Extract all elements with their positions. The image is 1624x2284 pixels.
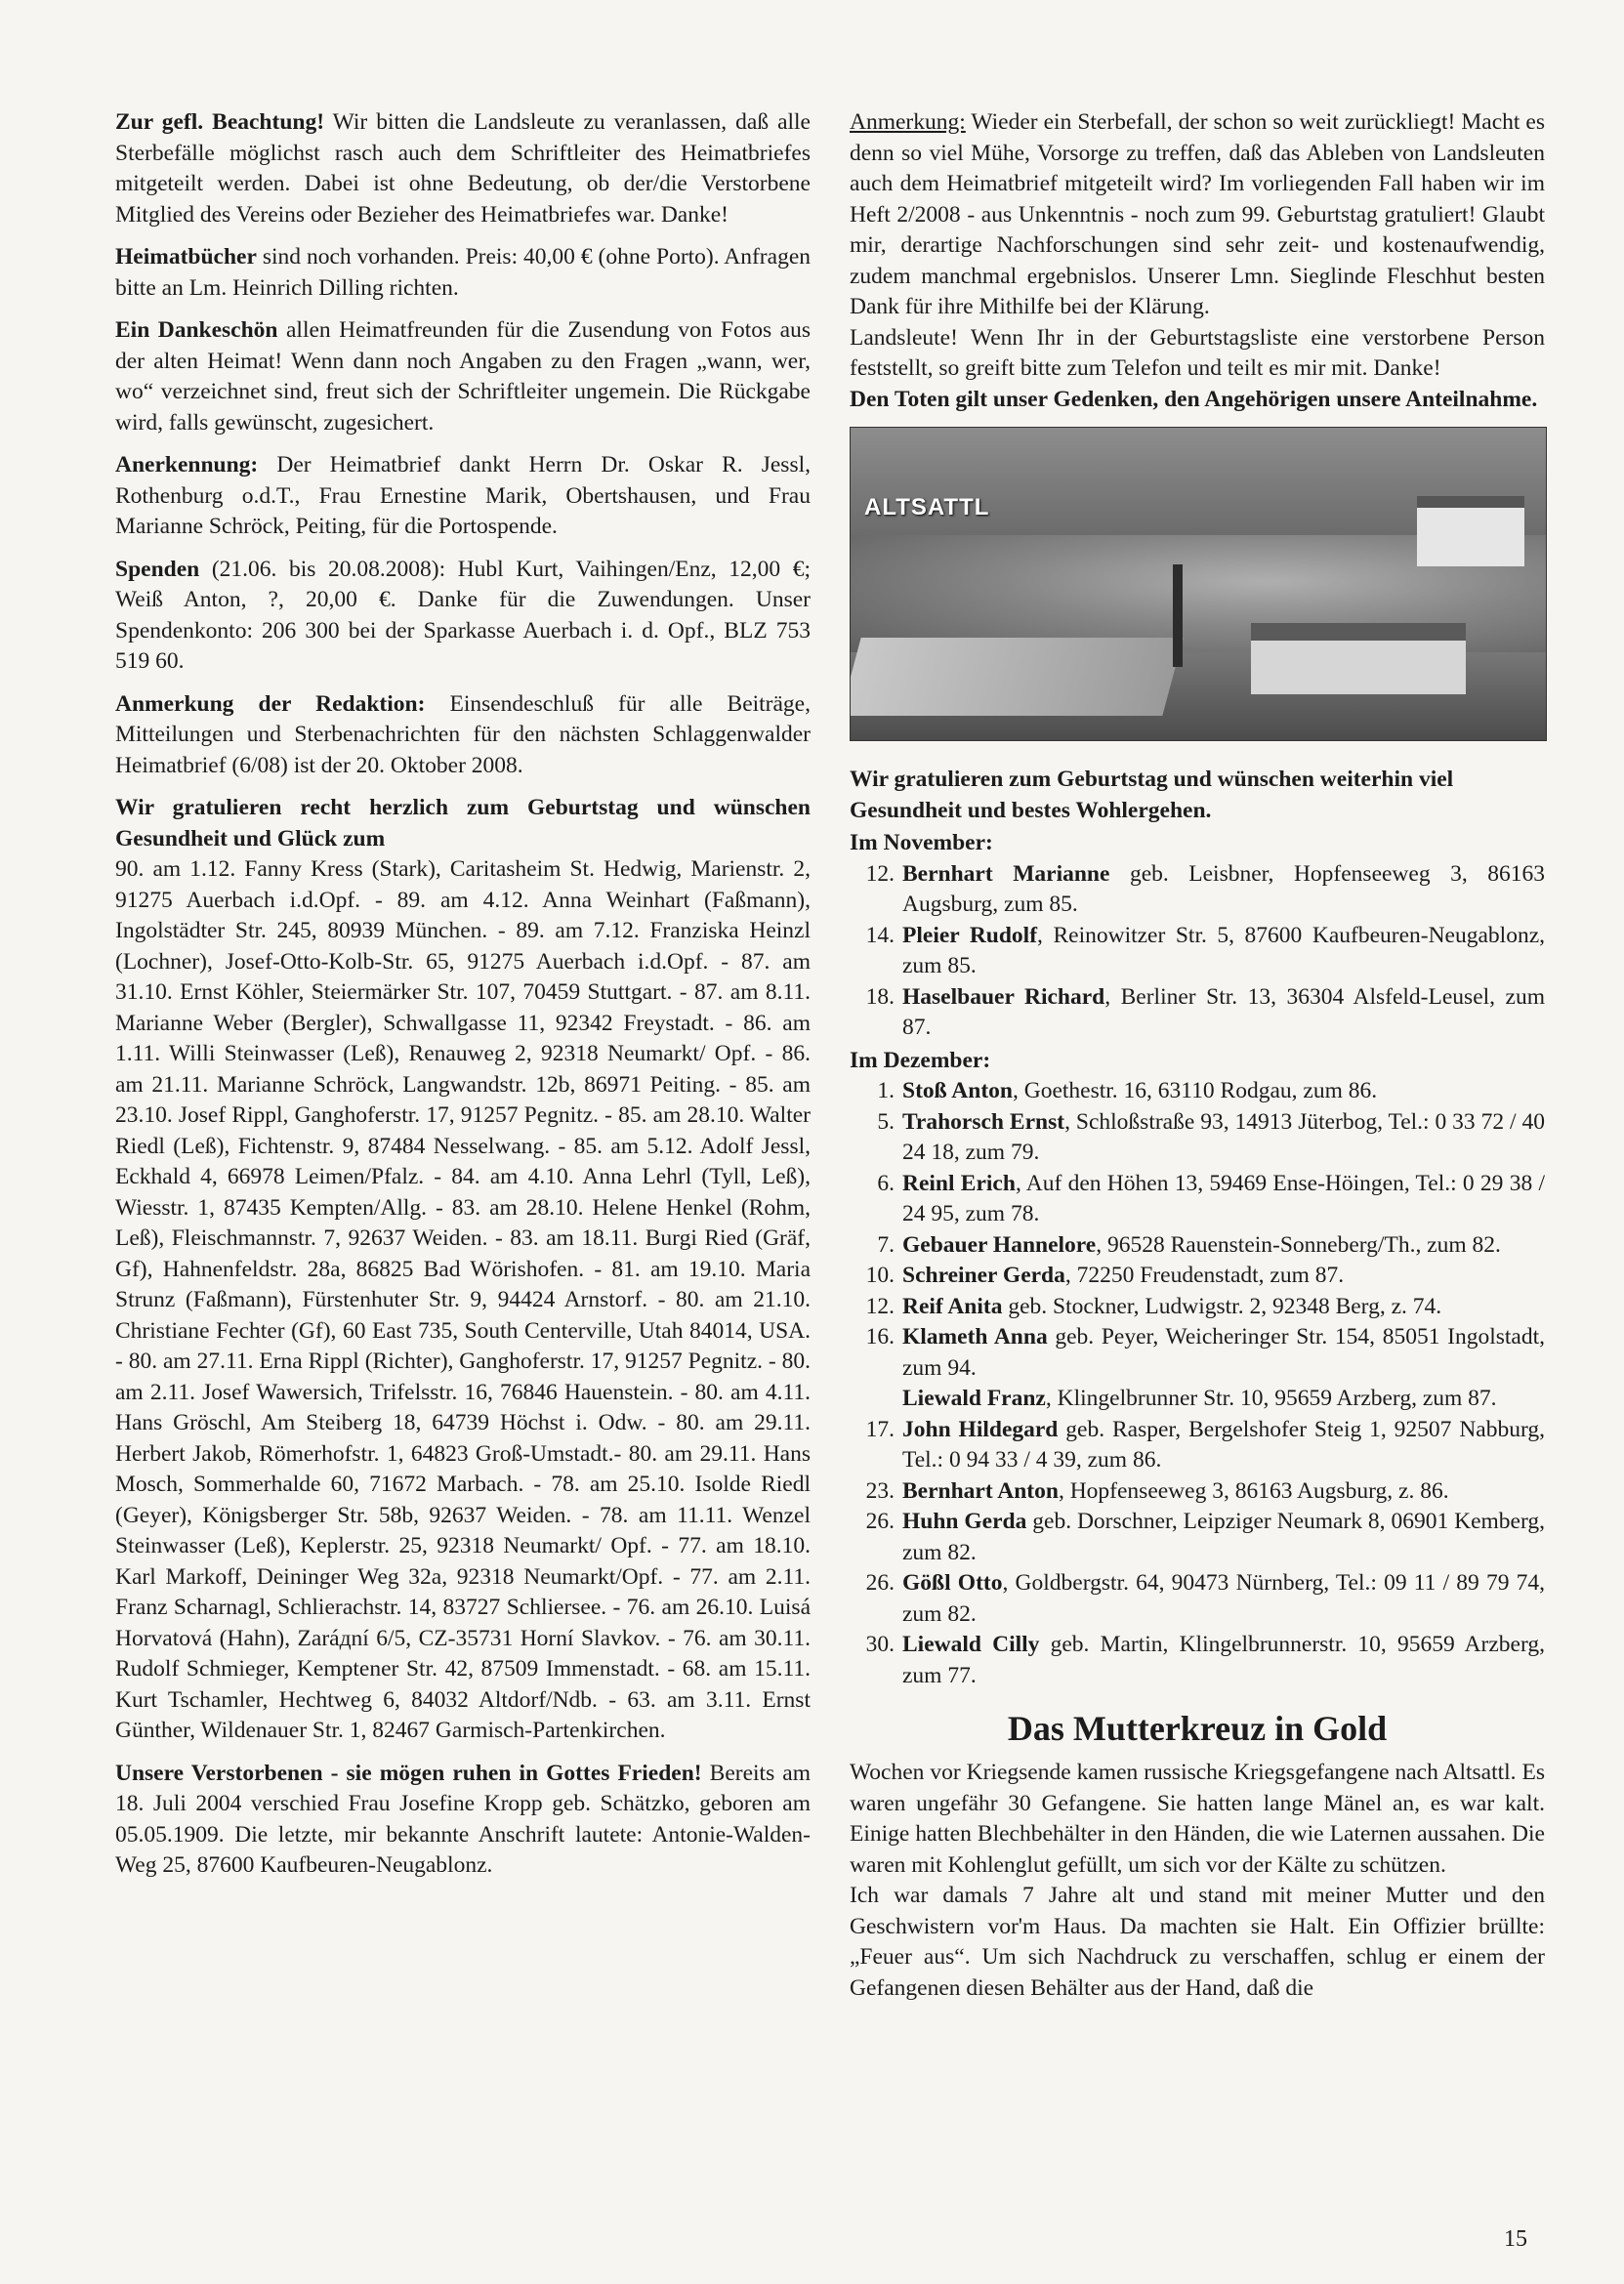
- page-number: 15: [1504, 2226, 1527, 2252]
- birthday-list: Wir gratulieren zum Geburtstag und wünschen weiterhin viel Gesundheit und bestes Wohlergehen. Im November: 12. Bernhart Marianne geb. Leisbner, Hopfenseeweg 3, 86163 Augsburg, zum 85. 14. Pleier Rudolf, Reinowitzer Str. 5, 87600 Kaufbeuren-Neugablonz, zum 85. 18. Haselbauer Richard, Berliner Str. 13, 36304 Alsfeld-Leusel, zum 87. Im Dezember: 1. Stoß Anton, Goethestr. 16, 63110 Rodgau, zum 86. 5. Trahorsch Ernst, Schloßstraße 93, 14913 Jüterbog, Tel.: 0 33 72 / 40 24 18, zum 79. 6. Reinl Erich, Auf den Höhen 13, 59469 Ense-Höingen, Tel.: 0 29 38 / 24 95, zum 78. 7. Gebauer Hannelore, 96528 Rauenstein-Sonneberg/Th., zum 82. 10. Schreiner Gerda, 72250 Freudenstadt, zum 87. 12. Reif Anita geb. Stockner, Ludwigstr. 2, 92348 Berg, z. 74. 16. Klameth Anna geb. Peyer, Weicheringer Str. 154, 85051 Ingolstadt, zum 94. Liewald Franz, Klingelbrunner Str. 10, 95659 Arzberg, zum 87. 17. John Hildegard geb. Rasper, Bergelshofer Steig 1, 92507 Nabburg, Tel.: 0 94 33 / 4 39, zum 86. 23. Bernhart Anton, Hopfenseeweg 3, 86163 Augsburg, z. 86. 26. Huhn Gerda geb. Dorschner, Leipziger Neumark 8, 06901 Kemberg, zum 82. 26. Gößl Otto, Goldbergstr. 64, 90473 Nürnberg, Tel.: 09 11 / 89 79 74, zum 82. 30. Liewald Cilly geb. Martin, Klingelbrunnerstr. 10, 95659 Arzberg, zum 77.: [850, 765, 1545, 1691]
- article-title: Das Mutterkreuz in Gold: [1007, 1709, 1388, 1748]
- birthday-entry: 23. Bernhart Anton, Hopfenseeweg 3, 86163 Augsburg, z. 86.: [865, 1477, 1449, 1504]
- december-list: [850, 1076, 1545, 1691]
- article-paragraph: Wochen vor Kriegsende kamen russische Kriegsgefangene nach Altsattl. Es waren ungefähr 30 Gefangene. Sie hatten lange Mänel an, es war kalt. Einige hatten Blechbehälter in den Händen, die wie Laternen aussahen. Die waren mit Kohlenglut gefüllt, um sich vor der Kälte zu schützen. Ich war damals 7 Jahre alt und stand mit meiner Mutter und den Geschwistern vor'm Haus. Da machten sie Halt. Ein Offizier brüllte: „Feuer aus“. Um sich Nachdruck zu verschaffen, schlug er einem der Gefangenen diesen Behälter aus der Hand, daß die: [850, 1760, 1545, 2001]
- birthday-entry: 17. John Hildegard geb. Rasper, Bergelshofer Steig 1, 92507 Nabburg, Tel.: 0 94 33 / 4 39, zum 86.: [865, 1416, 1545, 1473]
- birthday-entry: 14. Pleier Rudolf, Reinowitzer Str. 5, 87600 Kaufbeuren-Neugablonz, zum 85.: [865, 922, 1545, 978]
- notice-beachtung: Zur gefl. Beachtung! Wir bitten die Landsleute zu veranlassen, daß alle Sterbefälle möglichst rasch auch dem Schriftleiter des Heimatbriefes mitgeteilt werden. Dabei ist ohne Bedeutung, ob der/die Verstorbene Mitglied des Vereins oder Bezieher des Heimatbriefes war. Danke!: [115, 109, 811, 228]
- birthday-entry: 12. Reif Anita geb. Stockner, Ludwigstr. 2, 92348 Berg, z. 74.: [865, 1293, 1442, 1319]
- notice-spenden: Spenden (21.06. bis 20.08.2008): Hubl Kurt, Vaihingen/Enz, 12,00 €; Weiß Anton, ?, 20,00 €. Danke für die Zuwendungen. Unser Spendenkonto: 206 300 bei der Sparkasse Auerbach i. d. Opf., BLZ 753 519 60.: [115, 556, 811, 674]
- obituary-section: Unsere Verstorbenen - sie mögen ruhen in Gottes Frieden! Bereits am 18. Juli 2004 verschied Frau Josefine Kropp geb. Schätzko, geboren am 05.05.1909. Die letzte, mir bekannte Anschrift lautete: Antonie-Walden-Weg 25, 87600 Kaufbeuren-Neugablonz.: [115, 1760, 811, 1878]
- birthday-section: Wir gratulieren recht herzlich zum Geburtstag und wünschen Gesundheit und Glück zum 90. am 1.12. Fanny Kress (Stark), Caritasheim St. Hedwig, Marienstr. 2, 91275 Auerbach i.d.Opf. - 89. am 4.12. Anna Weinhart (Faßmann), Ingolstädter Str. 245, 80939 München. - 89. am 7.12. Franziska Heinzl (Lochner), Josef-Otto-Kolb-Str. 65, 91275 Auerbach i.d.Opf. - 87. am 31.10. Ernst Köhler, Steiermärker Str. 107, 70459 Stuttgart. - 87. am 8.11. Marianne Weber (Bergler), Schwallgasse 11, 92342 Freystadt. - 86. am 1.11. Willi Steinwasser (Leß), Renauweg 2, 92318 Neumarkt/ Opf. - 86. am 21.11. Marianne Schröck, Langwandstr. 12b, 86971 Peiting. - 85. am 23.10. Josef Rippl, Ganghoferstr. 17, 91257 Pegnitz. - 85. am 28.10. Walter Riedl (Leß), Fichtenstr. 9, 87484 Nesselwang. - 85. am 5.12. Adolf Jessl, Eckhald 4, 66978 Leimen/Pfalz. - 84. am 4.10. Anna Lehrl (Tyll, Leß), Wiesstr. 1, 87435 Kempten/Allg. - 83. am 28.10. Helene Henkel (Rohm, Leß), Fleischmannstr. 7, 92637 Weiden. - 83. am 18.11. Burgi Ried (Gräf, Gf), Hahnenfeldstr. 28a, 86825 Bad Wörishofen. - 81. am 19.10. Maria Strunz (Faßmann), Fürstenhuter Str. 9, 94424 Arnstorf. - 80. am 21.10. Christiane Fechter (Gf), 60 East 735, South Centerville, Utah 84014, USA. - 80. am 27.11. Erna Rippl (Richter), Ganghoferstr. 17, 91257 Pegnitz. - 80. am 2.11. Josef Wawersich, Trifelsstr. 16, 76846 Hauenstein. - 80. am 4.11. Hans Gröschl, Am Steiberg 18, 64739 Höchst i. Odw. - 80. am 29.11. Herbert Jakob, Römerhofstr. 1, 64823 Groß-Umstadt.- 80. am 29.11. Hans Mosch, Sommerhalde 60, 71672 Marbach. - 78. am 25.10. Isolde Riedl (Geyer), Königsberger Str. 58b, 92637 Weiden. - 78. am 11.11. Wenzel Steinwasser (Leß), Keplerstr. 25, 92318 Neumarkt/ Opf. - 77. am 18.10. Karl Markoff, Deininger Weg 32a, 92318 Neumarkt/Opf. - 77. am 2.11. Franz Scharnagl, Schlierachstr. 14, 83727 Schliersee. - 76. am 26.10. Luisá Horvatová (Hahn), Zaráдní 6/5, CZ-35731 Horní Slavkov. - 76. am 30.11. Rudolf Schmieger, Kemptener Str. 42, 87509 Immenstadt. - 68. am 15.11. Kurt Tschamler, Hechtweg 6, 84032 Altdorf/Ndb. - 63. am 3.11. Ernst Günther, Wildenauer Str. 1, 82467 Garmisch-Partenkirchen.: [115, 795, 811, 1743]
- right-column: [850, 107, 1545, 2004]
- birthday-entry: 18. Haselbauer Richard, Berliner Str. 13, 36304 Alsfeld-Leusel, zum 87.: [865, 983, 1545, 1040]
- notice-dankeschoen: Ein Dankeschön allen Heimatfreunden für die Zusendung von Fotos aus der alten Heimat! Wenn dann noch Angaben zu den Fragen „wann, wer, wo“ verzeichnet sind, freut sich der Schriftleiter ungemein. Die Rückgabe wird, falls gewünscht, zugesichert.: [115, 317, 812, 436]
- birthday-entry: 26. Gößl Otto, Goldbergstr. 64, 90473 Nürnberg, Tel.: 09 11 / 89 79 74, zum 82.: [865, 1570, 1545, 1627]
- birthday-entry: 12. Bernhart Marianne geb. Leisbner, Hopfenseeweg 3, 86163 Augsburg, zum 85.: [865, 860, 1546, 917]
- remark-paragraph: Anmerkung: Wieder ein Sterbefall, der schon so weit zurückliegt! Macht es denn so viel Mühe, Vorsorge zu treffen, daß das Ableben von Landsleuten auch dem Heimatbrief mitgeteilt wird? Im vorliegenden Fall haben wir im Heft 2/2008 - aus Unkenntnis - noch zum 99. Geburtstag gratuliert! Glaubt mir, derartige Nachforschungen sind sehr zeit- und kostenaufwendig, zudem manchmal ergebnislos. Unserer Lmn. Sieglinde Fleschhut besten Dank für ihre Mithilfe bei der Klärung. Landsleute! Wenn Ihr in der Geburtstagsliste eine verstorbene Person feststellt, so greift bitte zum Telefon und teilt es mir mit. Danke! Den Toten gilt unser Gedenken, den Angehörigen unsere Anteilnahme.: [850, 109, 1545, 412]
- birthday-entry: 16. Klameth Anna geb. Peyer, Weicheringer Str. 154, 85051 Ingolstadt, zum 94.: [865, 1324, 1545, 1381]
- birthday-entry: 1. Stoß Anton, Goethestr. 16, 63110 Rodgau, zum 86.: [877, 1078, 1378, 1103]
- birthday-entry: 6. Reinl Erich, Auf den Höhen 13, 59469 Ense-Höingen, Tel.: 0 29 38 / 24 95, zum 78.: [877, 1170, 1545, 1226]
- birthday-entry: 7. Gebauer Hannelore, 96528 Rauenstein-Sonneberg/Th., zum 82.: [877, 1231, 1501, 1258]
- birthday-entry: 10. Schreiner Gerda, 72250 Freudenstadt, zum 87.: [865, 1263, 1345, 1288]
- left-column: [115, 107, 811, 1893]
- birthday-entry: 30. Liewald Cilly geb. Martin, Klingelbrunnerstr. 10, 95659 Arzberg, zum 77.: [865, 1632, 1545, 1688]
- birthday-entry: 26. Huhn Gerda geb. Dorschner, Leipziger Neumark 8, 06901 Kemberg, zum 82.: [865, 1509, 1545, 1565]
- notice-redaktion: Anmerkung der Redaktion: Einsendeschluß für alle Beiträge, Mitteilungen und Sterbenachrichten für den nächsten Schlaggenwalder Heimatbrief (6/08) ist der 20. Oktober 2008.: [115, 690, 811, 778]
- birthday-entry: 5. Trahorsch Ernst, Schloßstraße 93, 14913 Jüterbog, Tel.: 0 33 72 / 40 24 18, zum 79.: [877, 1108, 1545, 1165]
- notice-anerkennung: Anerkennung: Der Heimatbrief dankt Herrn Dr. Oskar R. Jessl, Rothenburg o.d.T., Frau Ernestine Marik, Obertshausen, und Frau Marianne Schröck, Peiting, für die Portospende.: [115, 452, 811, 539]
- notice-heimatbuecher: Heimatbücher sind noch vorhanden. Preis: 40,00 € (ohne Porto). Anfragen bitte an Lm. Heinrich Dilling richten.: [115, 244, 811, 301]
- birthday-entry: Liewald Franz, Klingelbrunner Str. 10, 95659 Arzberg, zum 87.: [902, 1386, 1497, 1411]
- november-list: [850, 859, 1545, 1044]
- altsattl-photo: [850, 427, 1547, 741]
- photo-label: ALTSATTL: [864, 494, 990, 520]
